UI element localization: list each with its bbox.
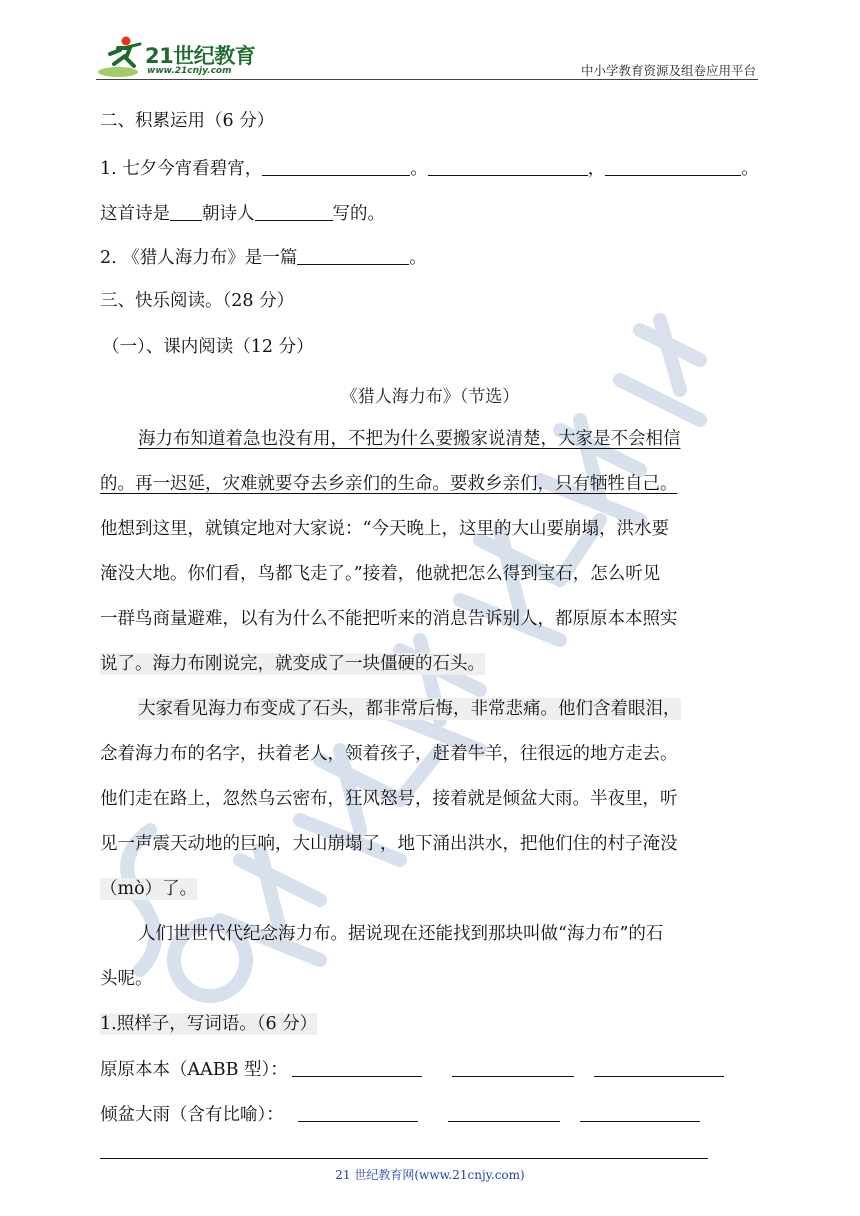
passage-line: 一群鸟商量避难，以有为什么不能把听来的消息告诉别人，都原原本本照实: [100, 609, 678, 629]
passage-line: 说了。海力布刚说完，就变成了一块僵硬的石头。: [100, 654, 485, 674]
word-blank-a1[interactable]: [292, 1058, 422, 1077]
brand-name: 21世纪教育: [145, 44, 256, 68]
passage-title: 《猎人海力布》（节选）: [340, 387, 520, 407]
word-blank-a2[interactable]: [452, 1058, 574, 1077]
section-2-title: 二、积累运用（6 分）: [100, 111, 275, 131]
q1-sep-1: 。: [410, 159, 428, 179]
reading-question-1: 1.照样子，写词语。（6 分）: [100, 1014, 318, 1034]
q2-suffix: 。: [409, 248, 427, 268]
passage-line: 的。再一迟延，灾难就要夺去乡亲们的生命。要救乡亲们，只有牺牲自己。: [100, 474, 678, 494]
passage-line: 海力布知道着急也没有用，不把为什么要搬家说清楚，大家是不会相信: [138, 429, 681, 449]
platform-label: 中小学教育资源及组卷应用平台: [580, 63, 756, 78]
part-1-title: （一）、课内阅读（12 分）: [102, 337, 314, 357]
section-3-title: 三、快乐阅读。（28 分）: [100, 291, 295, 311]
q1-blank-3[interactable]: [605, 157, 741, 176]
brand-url: www.21cnjy.com: [147, 66, 232, 76]
q2-blank[interactable]: [297, 246, 409, 265]
word-line-b: [100, 1103, 700, 1126]
q1b-suffix: 写的。: [332, 204, 385, 224]
question-2-line: [100, 246, 427, 269]
passage-line: （mò）了。: [100, 879, 198, 899]
word-blank-a3[interactable]: [594, 1058, 724, 1077]
footer-text: 21 世纪教育网(www.21cnjy.com): [335, 1168, 525, 1182]
passage-line: 他想到这里，就镇定地对大家说：“今天晚上，这里的大山要崩塌，洪水要: [100, 519, 669, 539]
word-prompt-a: 原原本本（AABB 型）：: [100, 1060, 288, 1080]
passage-line: 他们走在路上，忽然乌云密布，狂风怒号，接着就是倾盆大雨。半夜里，听: [100, 789, 678, 809]
passage-line: 头呢。: [100, 969, 153, 989]
q1b-mid: 朝诗人: [202, 204, 255, 224]
footer-divider: [100, 1158, 708, 1159]
word-prompt-b: 倾盆大雨（含有比喻）：: [100, 1105, 284, 1125]
word-blank-b2[interactable]: [448, 1103, 560, 1122]
question-1-line: [100, 157, 759, 180]
q1b-prefix: 这首诗是: [100, 204, 170, 224]
q1-sep-3: 。: [741, 159, 759, 179]
word-line-a: [100, 1058, 724, 1081]
q1-blank-2[interactable]: [428, 157, 588, 176]
q2-prefix: 2. 《猎人海力布》是一篇: [100, 248, 298, 268]
q1-sep-2: ，: [587, 159, 606, 179]
q1-blank-1[interactable]: [262, 157, 410, 176]
header-divider: [96, 79, 758, 80]
passage-line: 大家看见海力布变成了石头，都非常后悔，非常悲痛。他们含着眼泪，: [138, 699, 681, 719]
dynasty-blank[interactable]: [170, 202, 202, 221]
passage-line: 见一声震天动地的巨响，大山崩塌了，地下涌出洪水，把他们住的村子淹没: [100, 834, 678, 854]
question-1b-line: [100, 202, 385, 225]
word-blank-b1[interactable]: [298, 1103, 418, 1122]
passage-line: 念着海力布的名字，扶着老人，领着孩子，赶着牛羊，往很远的地方走去。: [100, 744, 678, 764]
word-blank-b3[interactable]: [580, 1103, 700, 1122]
q1-prefix: 1. 七夕今宵看碧宵，: [100, 159, 263, 179]
passage-line: 淹没大地。你们看，鸟都飞走了。”接着，他就把怎么得到宝石，怎么听见: [100, 564, 661, 584]
poet-blank[interactable]: [255, 202, 333, 221]
passage-line: 人们世世代代纪念海力布。据说现在还能找到那块叫做“海力布”的石: [138, 924, 664, 944]
